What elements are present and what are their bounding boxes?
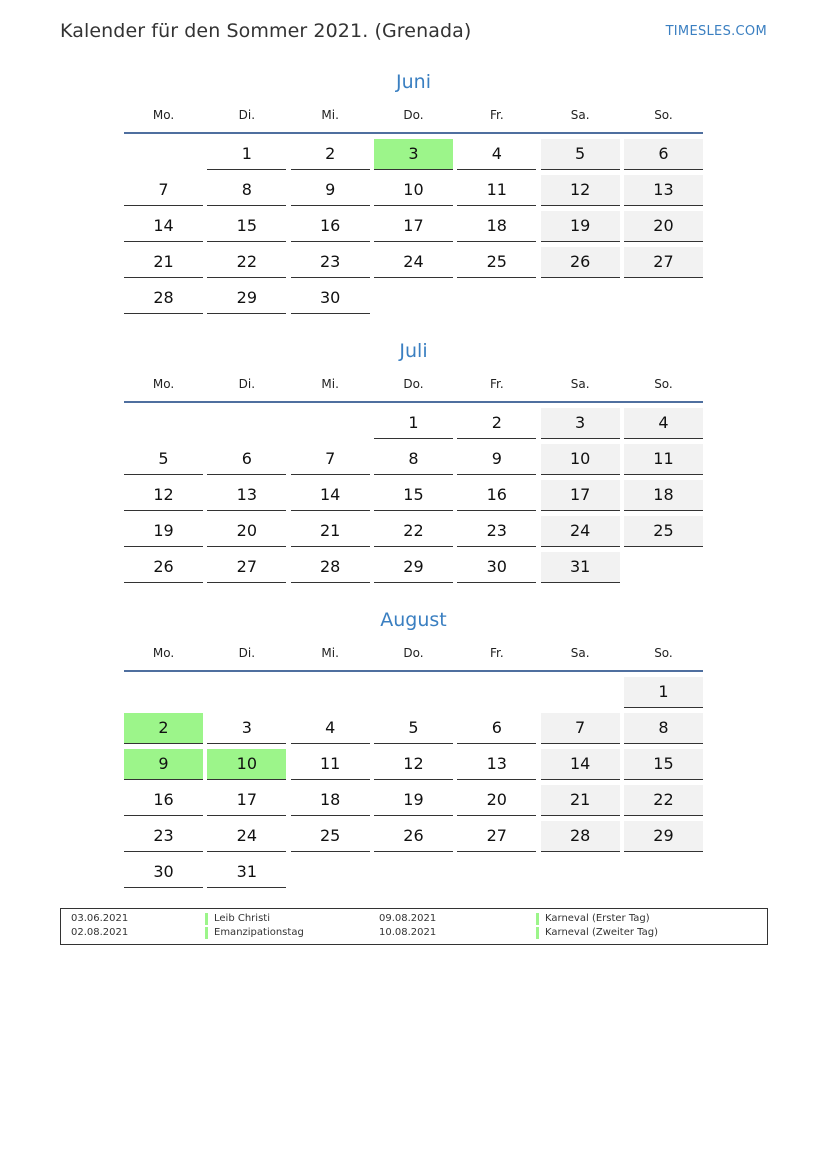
day-cell: 17 [374,211,453,242]
legend-holiday-name: Karneval (Zweiter Tag) [536,927,658,939]
day-cell: 1 [374,408,453,439]
day-cell: 24 [374,247,453,278]
weekday-label: So. [654,377,673,391]
holiday-day-cell: 3 [374,139,453,170]
day-cell: 30 [291,283,370,314]
header-divider [124,401,703,403]
weekday-header [124,373,703,395]
day-cell: 21 [541,785,620,816]
day-cell: 5 [541,139,620,170]
page-title: Kalender für den Sommer 2021. (Grenada) [60,20,472,42]
day-cell: 28 [291,552,370,583]
month-july [124,339,703,583]
day-cell: 14 [541,749,620,780]
day-cell: 30 [124,857,203,888]
legend-date: 03.06.2021 [71,913,129,924]
day-cell: 6 [207,444,286,475]
day-cell: 29 [207,283,286,314]
day-cell: 25 [291,821,370,852]
weekday-header [124,104,703,126]
day-cell: 14 [291,480,370,511]
weekday-label: Di. [238,377,256,391]
header-divider [124,670,703,672]
day-cell: 11 [291,749,370,780]
brand-link[interactable]: TIMESLES.COM [665,24,767,39]
legend-holiday-name: Karneval (Erster Tag) [536,913,650,925]
day-cell: 10 [541,444,620,475]
weekday-label: Do. [403,646,424,660]
day-cell: 12 [541,175,620,206]
empty-cell [207,408,286,438]
empty-cell [124,139,203,169]
day-cell: 15 [207,211,286,242]
weekday-label: Mo. [152,646,175,660]
day-cell: 23 [291,247,370,278]
day-cell: 24 [541,516,620,547]
day-grid [124,677,703,888]
holiday-legend [60,908,768,945]
legend-date: 10.08.2021 [379,927,437,938]
day-cell: 18 [457,211,536,242]
day-cell: 9 [457,444,536,475]
day-cell: 27 [624,247,703,278]
day-grid [124,408,703,583]
weekday-label: Mo. [152,377,175,391]
day-cell: 25 [457,247,536,278]
day-cell: 23 [457,516,536,547]
month-title: Juni [396,71,431,93]
empty-cell [457,677,536,707]
day-cell: 2 [291,139,370,170]
day-cell: 21 [124,247,203,278]
day-cell: 31 [541,552,620,583]
weekday-label: Fr. [489,377,504,391]
day-cell: 3 [541,408,620,439]
day-cell: 28 [124,283,203,314]
day-cell: 13 [624,175,703,206]
month-title: Juli [399,340,428,362]
day-cell: 8 [374,444,453,475]
day-cell: 30 [457,552,536,583]
day-cell: 20 [457,785,536,816]
weekday-label: Sa. [570,108,590,122]
day-cell: 15 [624,749,703,780]
day-cell: 13 [207,480,286,511]
day-cell: 3 [207,713,286,744]
day-cell: 20 [207,516,286,547]
legend-holiday-name: Emanzipationstag [205,927,304,939]
empty-cell [374,677,453,707]
weekday-label: Do. [403,108,424,122]
weekday-label: Do. [403,377,424,391]
day-cell: 14 [124,211,203,242]
empty-cell [124,677,203,707]
day-cell: 18 [291,785,370,816]
day-cell: 5 [374,713,453,744]
day-cell: 4 [291,713,370,744]
day-cell: 7 [124,175,203,206]
holiday-day-cell: 2 [124,713,203,744]
day-cell: 17 [541,480,620,511]
day-cell: 15 [374,480,453,511]
day-cell: 28 [541,821,620,852]
day-cell: 19 [124,516,203,547]
day-cell: 31 [207,857,286,888]
day-cell: 12 [124,480,203,511]
day-cell: 19 [541,211,620,242]
month-title: August [380,609,447,631]
day-cell: 8 [207,175,286,206]
holiday-day-cell: 9 [124,749,203,780]
day-cell: 25 [624,516,703,547]
day-cell: 18 [624,480,703,511]
day-cell: 23 [124,821,203,852]
day-cell: 10 [374,175,453,206]
weekday-label: Fr. [489,108,504,122]
weekday-label: Sa. [570,646,590,660]
day-cell: 2 [457,408,536,439]
weekday-label: Mo. [152,108,175,122]
day-cell: 9 [291,175,370,206]
day-cell: 16 [457,480,536,511]
day-cell: 1 [624,677,703,708]
day-cell: 4 [457,139,536,170]
day-cell: 22 [374,516,453,547]
day-cell: 19 [374,785,453,816]
month-june [124,70,703,314]
day-cell: 11 [457,175,536,206]
day-cell: 7 [541,713,620,744]
empty-cell [541,677,620,707]
day-cell: 12 [374,749,453,780]
day-grid [124,139,703,314]
legend-holiday-name: Leib Christi [205,913,270,925]
day-cell: 22 [207,247,286,278]
weekday-label: So. [654,646,673,660]
day-cell: 24 [207,821,286,852]
day-cell: 6 [624,139,703,170]
day-cell: 26 [124,552,203,583]
legend-date: 02.08.2021 [71,927,129,938]
weekday-label: So. [654,108,673,122]
day-cell: 22 [624,785,703,816]
day-cell: 29 [374,552,453,583]
weekday-label: Di. [238,108,256,122]
day-cell: 26 [541,247,620,278]
day-cell: 29 [624,821,703,852]
day-cell: 7 [291,444,370,475]
day-cell: 27 [457,821,536,852]
weekday-label: Mi. [321,108,339,122]
holiday-day-cell: 10 [207,749,286,780]
day-cell: 16 [124,785,203,816]
day-cell: 8 [624,713,703,744]
day-cell: 5 [124,444,203,475]
empty-cell [207,677,286,707]
weekday-label: Di. [238,646,256,660]
header-divider [124,132,703,134]
day-cell: 21 [291,516,370,547]
weekday-label: Sa. [570,377,590,391]
day-cell: 17 [207,785,286,816]
weekday-label: Mi. [321,377,339,391]
weekday-label: Mi. [321,646,339,660]
day-cell: 26 [374,821,453,852]
day-cell: 13 [457,749,536,780]
weekday-label: Fr. [489,646,504,660]
day-cell: 11 [624,444,703,475]
day-cell: 6 [457,713,536,744]
day-cell: 27 [207,552,286,583]
month-august [124,608,703,888]
weekday-header [124,642,703,664]
day-cell: 4 [624,408,703,439]
empty-cell [291,408,370,438]
day-cell: 20 [624,211,703,242]
empty-cell [124,408,203,438]
legend-date: 09.08.2021 [379,913,437,924]
day-cell: 1 [207,139,286,170]
empty-cell [291,677,370,707]
day-cell: 16 [291,211,370,242]
